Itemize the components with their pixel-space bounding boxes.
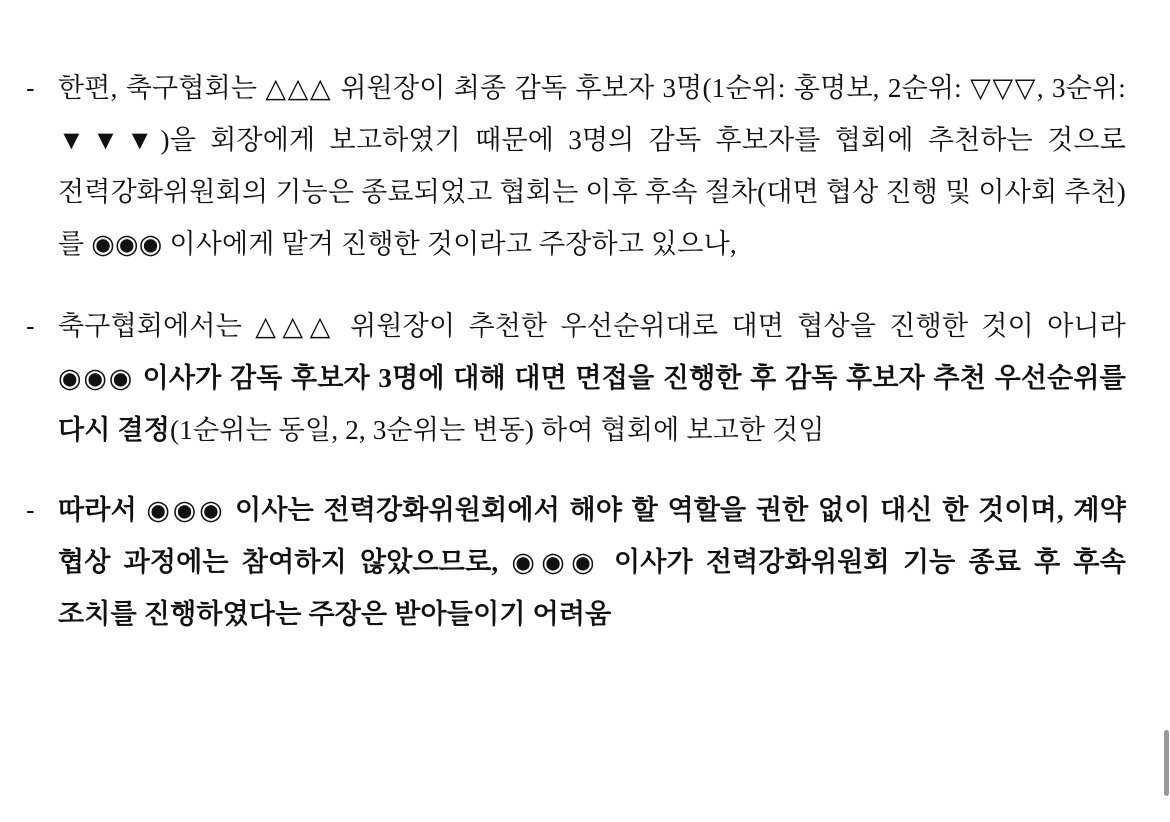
paragraph-text-1: 한편, 축구협회는 △△△ 위원장이 최종 감독 후보자 3명(1순위: 홍명보, 2순위: ▽▽▽, 3순위: ▼▼▼)을 회장에게 보고하였기 때문에 3명의 감독 후보자를 협회에 추천하는 것으로 전력강화위원회의 기능은 종료되었고 협회는 이후 후속 절차(대면 협상 진행 및 이사회 추천)를 ◉◉◉ 이사에게 맡겨 진행한 것이라고 주장하고 있으나, bbox=[58, 73, 1133, 259]
paragraph-text-2 bbox=[58, 300, 1133, 456]
bullet-marker: - bbox=[26, 311, 35, 341]
paragraph-2-run-4: 하여 협회에 보고한 것임 bbox=[534, 415, 825, 445]
paragraph-text-3: 따라서 ◉◉◉ 이사는 전력강화위원회에서 해야 할 역할을 권한 없이 대신 한 것이며, 계약 협상 과정에는 참여하지 않았으므로, ◉◉◉ 이사가 전력강화위원회 기능 종료 후 후속 조치를 진행하였다는 주장은 받아들이기 어려움 bbox=[58, 495, 1133, 629]
bullet-paragraph-3 bbox=[22, 484, 1133, 640]
paragraph-2-run-1: 축구협회에서는 △△△ 위원장이 추천한 우선순위대로 대면 협상을 진행한 것이 아니라 bbox=[58, 311, 1133, 341]
paragraph-2-run-3: (1순위는 동일, 2, 3순위는 변동) bbox=[170, 415, 535, 445]
bullet-marker: - bbox=[26, 73, 35, 103]
bullet-paragraph-2 bbox=[22, 300, 1133, 456]
vertical-scrollbar[interactable] bbox=[1163, 0, 1170, 822]
bullet-paragraph-1 bbox=[22, 62, 1133, 270]
bullet-marker: - bbox=[26, 495, 35, 525]
scrollbar-thumb[interactable] bbox=[1164, 730, 1169, 796]
paragraph-2-run-2: ◉◉◉ 이사가 감독 후보자 3명에 대해 대면 면접을 진행한 후 감독 후보자 추천 우선순위를 다시 결정 bbox=[58, 363, 1133, 445]
